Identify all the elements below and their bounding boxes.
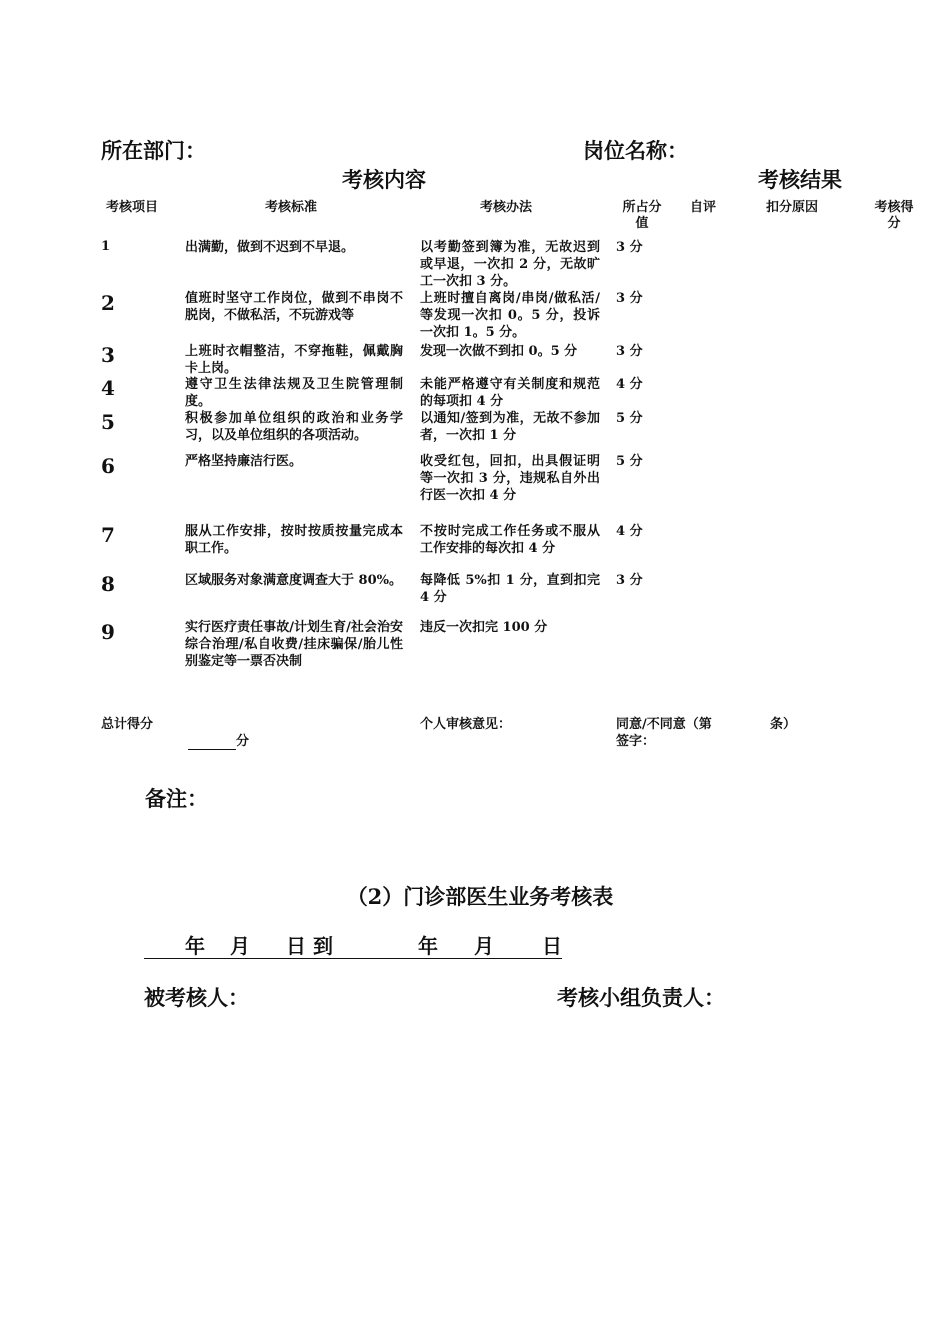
row-standard: 上班时衣帽整洁，不穿拖鞋，佩戴胸卡上岗。 — [185, 344, 403, 376]
leader-label: 考核小组负责人： — [557, 985, 725, 1010]
row-number: 6 — [101, 454, 115, 478]
col-item-header: 考核项目 — [106, 200, 159, 215]
total-score-blank[interactable] — [188, 735, 236, 750]
row-standard: 值班时坚守工作岗位，做到不串岗不脱岗，不做私活，不玩游戏等 — [185, 291, 403, 323]
row-points: 3 分 — [616, 573, 643, 588]
row-points: 3 分 — [616, 291, 643, 306]
row-standard: 严格坚持廉洁行医。 — [185, 454, 303, 469]
row-number: 2 — [101, 291, 115, 315]
date-start-year: 年 — [185, 934, 205, 958]
col-standard-header: 考核标准 — [265, 200, 318, 215]
col-score-header — [866, 200, 922, 232]
form2-title — [0, 885, 950, 909]
row-method: 以通知/签到为准，无故不参加者，一次扣 1 分 — [420, 411, 600, 443]
col-self-header: 自评 — [690, 200, 717, 215]
row-standard: 出满勤，做到不迟到不早退。 — [185, 240, 355, 255]
col-deduct-header: 扣分原因 — [766, 200, 819, 215]
row-number: 1 — [101, 239, 111, 254]
date-start-day-to: 日 到 — [286, 934, 333, 958]
row-number: 3 — [101, 343, 115, 367]
row-method: 以考勤签到簿为准，无故迟到或早退，一次扣 2 分，无故旷工一次扣 3 分。 — [420, 240, 600, 289]
col-score-header-line1: 考核得 — [874, 200, 914, 215]
opinion-label: 个人审核意见： — [420, 717, 512, 732]
row-points: 4 分 — [616, 377, 643, 392]
row-method: 每降低 5%扣 1 分，直到扣完 4 分 — [420, 573, 600, 605]
row-number: 8 — [101, 572, 115, 596]
row-standard: 服从工作安排，按时按质按量完成本职工作。 — [185, 524, 403, 556]
date-end-year: 年 — [418, 934, 438, 958]
row-number: 5 — [101, 410, 115, 434]
total-score-field[interactable] — [185, 733, 249, 750]
row-points: 3 分 — [616, 240, 643, 255]
department-label: 所在部门： — [101, 138, 206, 163]
row-method: 收受红包，回扣，出具假证明等一次扣 3 分，违规私自外出行医一次扣 4 分 — [420, 454, 600, 503]
form2-title-text: （2）门诊部医生业务考核表 — [346, 884, 614, 909]
col-points-header — [614, 200, 670, 232]
col-points-header-line2: 值 — [635, 216, 649, 231]
row-standard: 遵守卫生法律法规及卫生院管理制度。 — [185, 377, 403, 409]
col-score-header-line2: 分 — [887, 216, 901, 231]
agree-text: 同意/不同意（第 — [616, 717, 712, 732]
total-score-unit: 分 — [235, 734, 249, 749]
row-method: 不按时完成工作任务或不服从工作安排的每次扣 4 分 — [420, 524, 600, 556]
total-score-label: 总计得分 — [101, 717, 154, 732]
row-method: 上班时擅自离岗/串岗/做私活/等发现一次扣 0。5 分，投诉一次扣 1。5 分。 — [420, 291, 600, 340]
row-standard: 实行医疗责任事故/计划生育/社会治安综合治理/私自收费/挂床骗保/胎儿性别鉴定等一票否决制 — [185, 620, 403, 669]
row-standard: 积极参加单位组织的政治和业务学习，以及单位组织的各项活动。 — [185, 411, 403, 443]
row-points: 4 分 — [616, 524, 643, 539]
row-number: 9 — [101, 620, 115, 644]
row-points: 5 分 — [616, 454, 643, 469]
row-number: 4 — [101, 376, 115, 400]
col-method-header: 考核办法 — [480, 200, 533, 215]
sign-label: 签字： — [616, 734, 656, 749]
row-points: 5 分 — [616, 411, 643, 426]
row-standard: 区域服务对象满意度调查大于 80%。 — [185, 573, 402, 588]
row-method: 违反一次扣完 100 分 — [420, 620, 548, 635]
position-label: 岗位名称： — [583, 138, 688, 163]
section-result-heading: 考核结果 — [758, 167, 842, 192]
clause-text: 条） — [770, 717, 797, 732]
remarks-label: 备注： — [145, 786, 208, 811]
row-method: 未能严格遵守有关制度和规范的每项扣 4 分 — [420, 377, 600, 409]
date-start-month: 月 — [230, 934, 250, 958]
col-points-header-line1: 所占分 — [622, 200, 662, 215]
row-number: 7 — [101, 523, 115, 547]
section-content-heading: 考核内容 — [342, 167, 426, 192]
date-end-month: 月 — [474, 934, 494, 958]
examinee-label: 被考核人： — [144, 985, 249, 1010]
date-range-line — [144, 934, 562, 959]
row-points: 3 分 — [616, 344, 643, 359]
date-end-day: 日 — [542, 934, 562, 958]
row-method: 发现一次做不到扣 0。5 分 — [420, 344, 578, 359]
